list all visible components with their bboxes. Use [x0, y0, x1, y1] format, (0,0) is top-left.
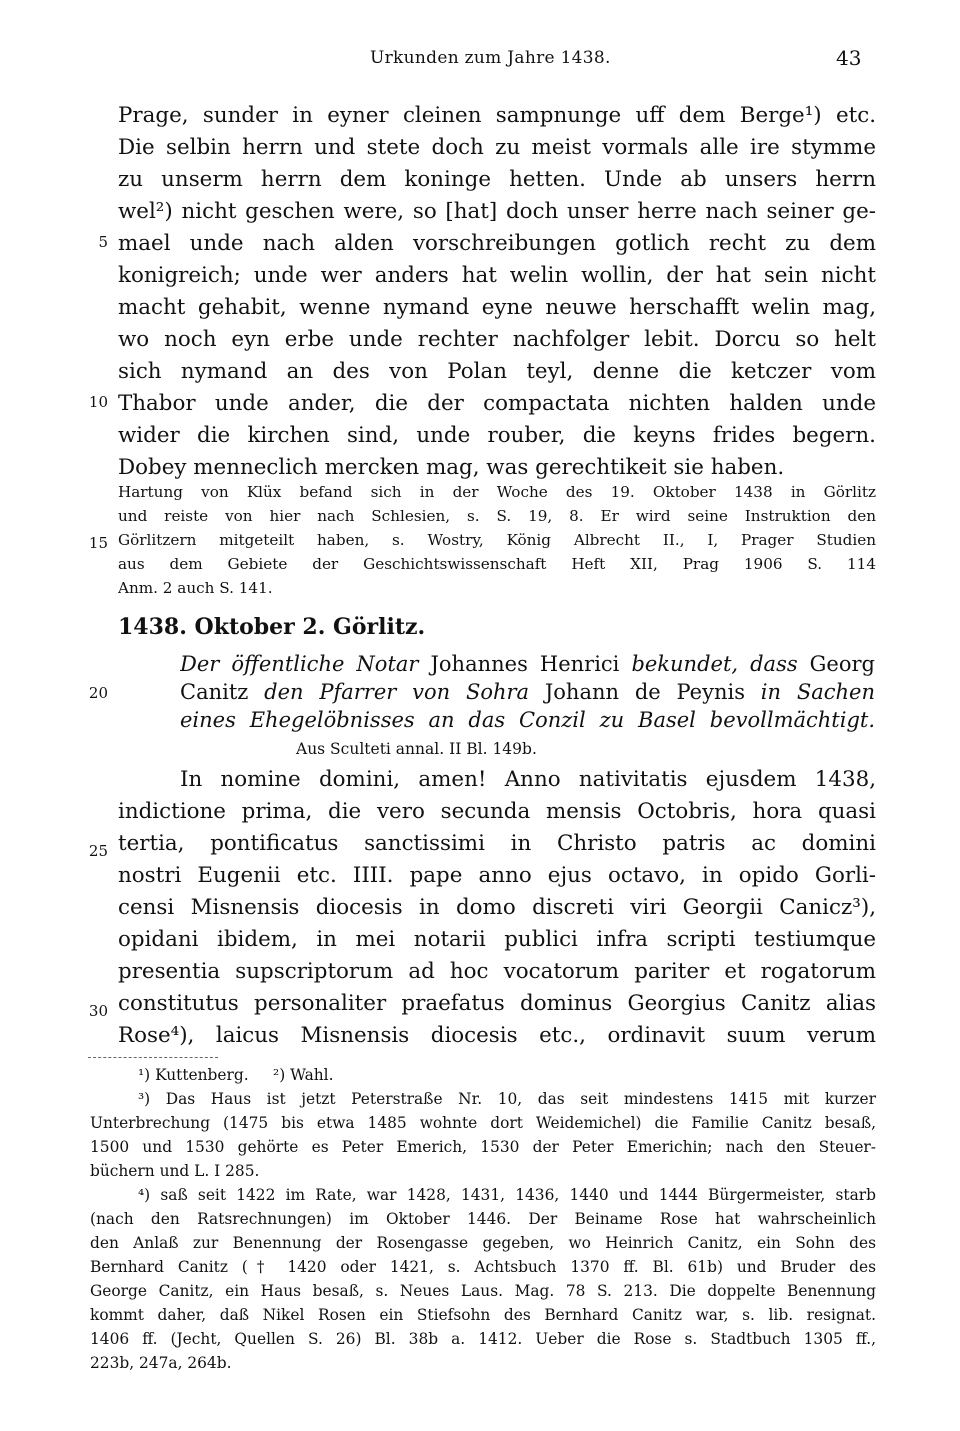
- text-line: Rose⁴), laicus Misnensis diocesis etc., ordinavit suum verum: [118, 1023, 876, 1048]
- regest-italic: in Sachen: [760, 680, 875, 704]
- line-number: 30: [88, 1002, 108, 1020]
- footnote-line: ¹) Kuttenberg. ²) Wahl.: [138, 1066, 334, 1084]
- text-line: Die selbin herrn und stete doch zu meist vormals alle ire stymme: [118, 135, 876, 160]
- regest-line: [180, 706, 875, 734]
- text-line: In nomine domini, amen! Anno nativitatis ejusdem 1438,: [180, 767, 876, 792]
- regest: [180, 650, 875, 734]
- footnote-line: büchern und L. I 285.: [90, 1162, 260, 1180]
- line-number: 10: [88, 393, 108, 411]
- text-line: opidani ibidem, in mei notarii publici infra scripti testiumque: [118, 927, 876, 952]
- text-line: tertia, pontificatus sanctissimi in Christo patris ac domini: [118, 831, 876, 856]
- footnote-line: 223b, 247a, 264b.: [90, 1354, 232, 1372]
- regest-italic: den Pfarrer von Sohra: [264, 680, 530, 704]
- regest-italic: bekundet, dass: [631, 652, 798, 676]
- footnote-line: (nach den Ratsrechnungen) im Oktober 1446. Der Beiname Rose hat wahrscheinlich: [90, 1210, 876, 1228]
- text-line: presentia supscriptorum ad hoc vocatorum pariter et rogatorum: [118, 959, 876, 984]
- note-line: Anm. 2 auch S. 141.: [118, 579, 273, 597]
- footnotes: [90, 1063, 876, 1383]
- text-line: zu unserm herrn dem koninge hetten. Unde ab unsers herrn: [118, 167, 876, 192]
- footnote-line: ³) Das Haus ist jetzt Peterstraße Nr. 10, das seit mindestens 1415 mit kurzer: [138, 1090, 876, 1108]
- text-line: Thabor unde ander, die der compactata nichten halden unde: [118, 391, 876, 416]
- text-line: mael unde nach alden vorschreibungen gotlich recht zu dem: [118, 231, 876, 256]
- text-line: wo noch eyn erbe unde rechter nachfolger lebit. Dorcu so helt: [118, 327, 876, 352]
- text-line: sich nymand an des von Polan teyl, denne die ketczer vom: [118, 359, 876, 384]
- source-reference: Aus Sculteti annal. II Bl. 149b.: [296, 740, 537, 758]
- text-line: wider die kirchen sind, unde rouber, die keyns frides begern.: [118, 423, 876, 448]
- footnote-line: kommt daher, daß Nikel Rosen ein Stiefsohn des Bernhard Canitz war, s. lib. resignat.: [90, 1306, 876, 1324]
- running-head: Urkunden zum Jahre 1438.: [370, 48, 611, 68]
- note-line: Görlitzern mitgeteilt haben, s. Wostry, König Albrecht II., I, Prager Studien: [118, 531, 876, 549]
- regest-roman: Johann de Peynis: [529, 680, 761, 704]
- regest-roman: Canitz: [180, 680, 265, 704]
- footnote-line: 1500 und 1530 gehörte es Peter Emerich, 1530 der Peter Emerichin; nach den Steuer-: [90, 1138, 876, 1156]
- page-header: [0, 44, 960, 74]
- continuation-text: [118, 100, 876, 484]
- regest-italic: eines Ehegelöbnisses an das Conzil zu Basel bevollmächtigt.: [180, 708, 875, 732]
- document-text: [118, 764, 876, 1054]
- line-number: 25: [88, 842, 108, 860]
- footnote-line: 1406 ff. (Jecht, Quellen S. 26) Bl. 38b a. 1412. Ueber die Rose s. Stadtbuch 1305 ff.,: [90, 1330, 876, 1348]
- note-line: Hartung von Klüx befand sich in der Woche des 19. Oktober 1438 in Görlitz: [118, 483, 876, 501]
- text-line: Prage, sunder in eyner cleinen sampnunge uff dem Berge¹) etc.: [118, 103, 876, 128]
- page-number: 43: [836, 46, 862, 70]
- text-line: constitutus personaliter praefatus dominus Georgius Canitz alias: [118, 991, 876, 1016]
- footnote-line: Bernhard Canitz († 1420 oder 1421, s. Achtsbuch 1370 ff. Bl. 61b) und Bruder des: [90, 1258, 876, 1276]
- regest-line: [180, 650, 875, 678]
- footnote-line: den Anlaß zur Benennung der Rosengasse gegeben, wo Heinrich Canitz, ein Sohn des: [90, 1234, 876, 1252]
- note-line: und reiste von hier nach Schlesien, s. S. 19, 8. Er wird seine Instruktion den: [118, 507, 876, 525]
- text-line: censi Misnensis diocesis in domo discreti viri Georgii Canicz³),: [118, 895, 876, 920]
- document-heading: 1438. Oktober 2. Görlitz.: [118, 614, 426, 640]
- line-number: 20: [88, 684, 108, 702]
- regest-roman: Johannes Henrici: [418, 652, 632, 676]
- editor-note: [118, 480, 876, 600]
- regest-line: [180, 678, 875, 706]
- footnote-line: George Canitz, ein Haus besaß, s. Neues Laus. Mag. 78 S. 213. Die doppelte Benennung: [90, 1282, 876, 1300]
- text-line: nostri Eugenii etc. IIII. pape anno ejus octavo, in opido Gorli-: [118, 863, 876, 888]
- note-line: aus dem Gebiete der Geschichtswissenschaft Heft XII, Prag 1906 S. 114: [118, 555, 876, 573]
- footnote-line: ⁴) saß seit 1422 im Rate, war 1428, 1431, 1436, 1440 und 1444 Bürgermeister, starb: [138, 1186, 876, 1204]
- footnote-divider: [88, 1057, 218, 1058]
- text-line: indictione prima, die vero secunda mensis Octobris, hora quasi: [118, 799, 876, 824]
- text-line: macht gehabit, wenne nymand eyne neuwe herschafft welin mag,: [118, 295, 876, 320]
- footnote-line: Unterbrechung (1475 bis etwa 1485 wohnte dort Weidemichel) die Familie Canitz besaß,: [90, 1114, 876, 1132]
- text-line: wel²) nicht geschen were, so [hat] doch unser herre nach seiner ge-: [118, 199, 876, 224]
- line-number: 15: [88, 534, 108, 552]
- text-line: Dobey menneclich mercken mag, was gerechtikeit sie haben.: [118, 455, 785, 480]
- text-line: konigreich; unde wer anders hat welin wollin, der hat sein nicht: [118, 263, 876, 288]
- regest-italic: Der öffentliche Notar: [180, 652, 419, 676]
- regest-roman: Georg: [797, 652, 875, 676]
- line-number: 5: [98, 233, 108, 251]
